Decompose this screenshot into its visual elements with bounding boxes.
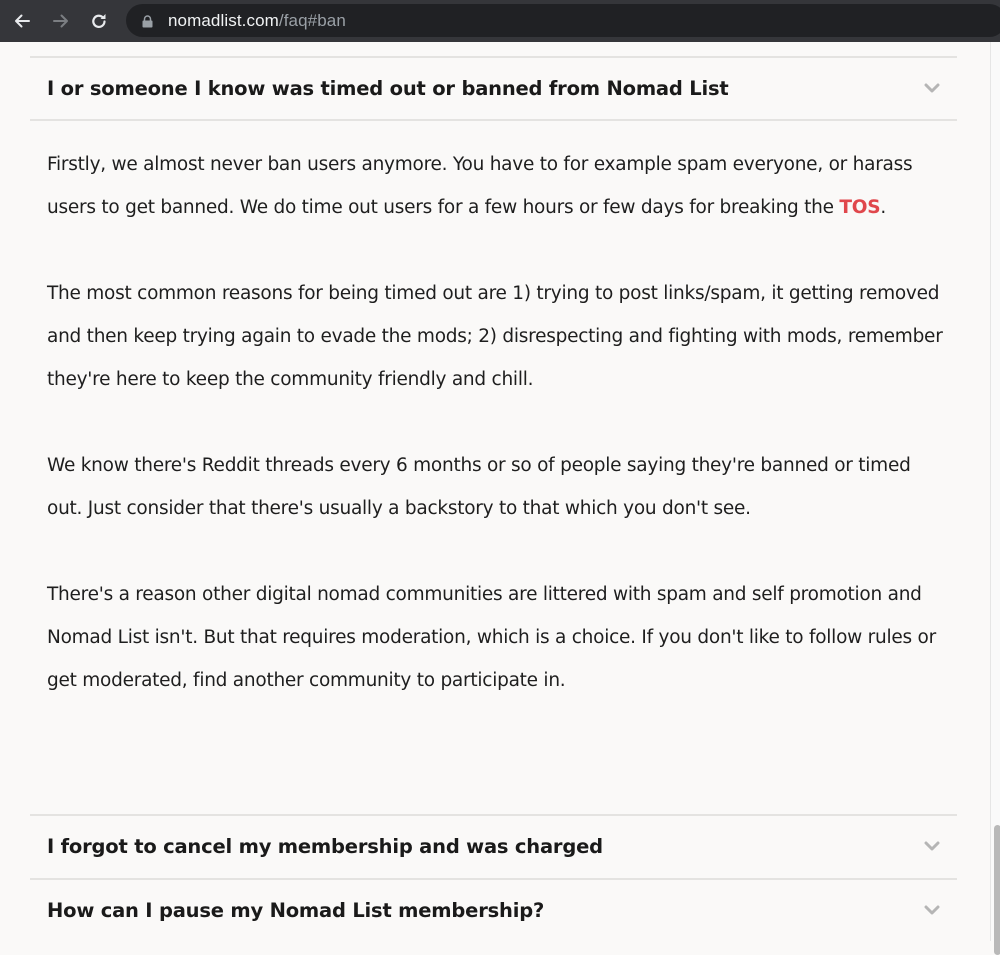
- scrollbar-thumb[interactable]: [994, 825, 1000, 955]
- faq-question-pause-membership[interactable]: [30, 879, 957, 941]
- chevron-down-icon: [923, 904, 941, 916]
- arrow-right-icon: [51, 11, 71, 31]
- answer-paragraph-4: There's a reason other digital nomad communities are littered with spam and self promotion and Nomad List isn't. But that requires moderation, which is a choice. If you don't like to follow rules or get moderated, find another community to participate in.: [47, 584, 936, 691]
- chevron-down-icon: [923, 82, 941, 94]
- address-bar[interactable]: [126, 4, 1000, 37]
- reload-icon: [89, 11, 109, 31]
- url-host: nomadlist.com: [168, 10, 279, 30]
- answer-paragraph-3: We know there's Reddit threads every 6 months or so of people saying they're banned or timed out. Just consider that there's usually a backstory to that which you don't see.: [47, 455, 911, 519]
- faq-question-text: How can I pause my Nomad List membership?: [47, 898, 545, 922]
- lock-icon: [142, 14, 154, 28]
- answer-text: .: [880, 197, 886, 218]
- chevron-down-icon: [923, 840, 941, 852]
- tos-link[interactable]: TOS: [839, 197, 881, 218]
- arrow-left-icon: [12, 11, 32, 31]
- browser-toolbar: [0, 0, 1000, 42]
- answer-paragraph-1: [47, 143, 947, 229]
- faq-question-text: I or someone I know was timed out or banned from Nomad List: [47, 76, 729, 100]
- answer-paragraph-2: The most common reasons for being timed out are 1) trying to post links/spam, it getting removed and then keep trying again to evade the mods; 2) disrespecting and fighting with mods, remember they're here to keep the community friendly and chill.: [47, 283, 943, 390]
- forward-button[interactable]: [48, 8, 74, 34]
- url-text: [168, 11, 346, 31]
- faq-divider: [30, 119, 957, 121]
- scrollbar-track[interactable]: [990, 42, 1000, 941]
- faq-question-forgot-cancel[interactable]: [30, 815, 957, 877]
- faq-answer: [47, 143, 947, 702]
- answer-text: Firstly, we almost never ban users anymore. You have to for example spam everyone, or harass users to get banned. We do time out users for a few hours or few days for breaking the: [47, 154, 913, 218]
- reload-button[interactable]: [86, 8, 112, 34]
- faq-question-banned[interactable]: [30, 57, 957, 119]
- faq-question-text: I forgot to cancel my membership and was charged: [47, 834, 603, 858]
- back-button[interactable]: [9, 8, 35, 34]
- url-path: /faq#ban: [278, 10, 346, 30]
- faq-page-content: [0, 42, 990, 941]
